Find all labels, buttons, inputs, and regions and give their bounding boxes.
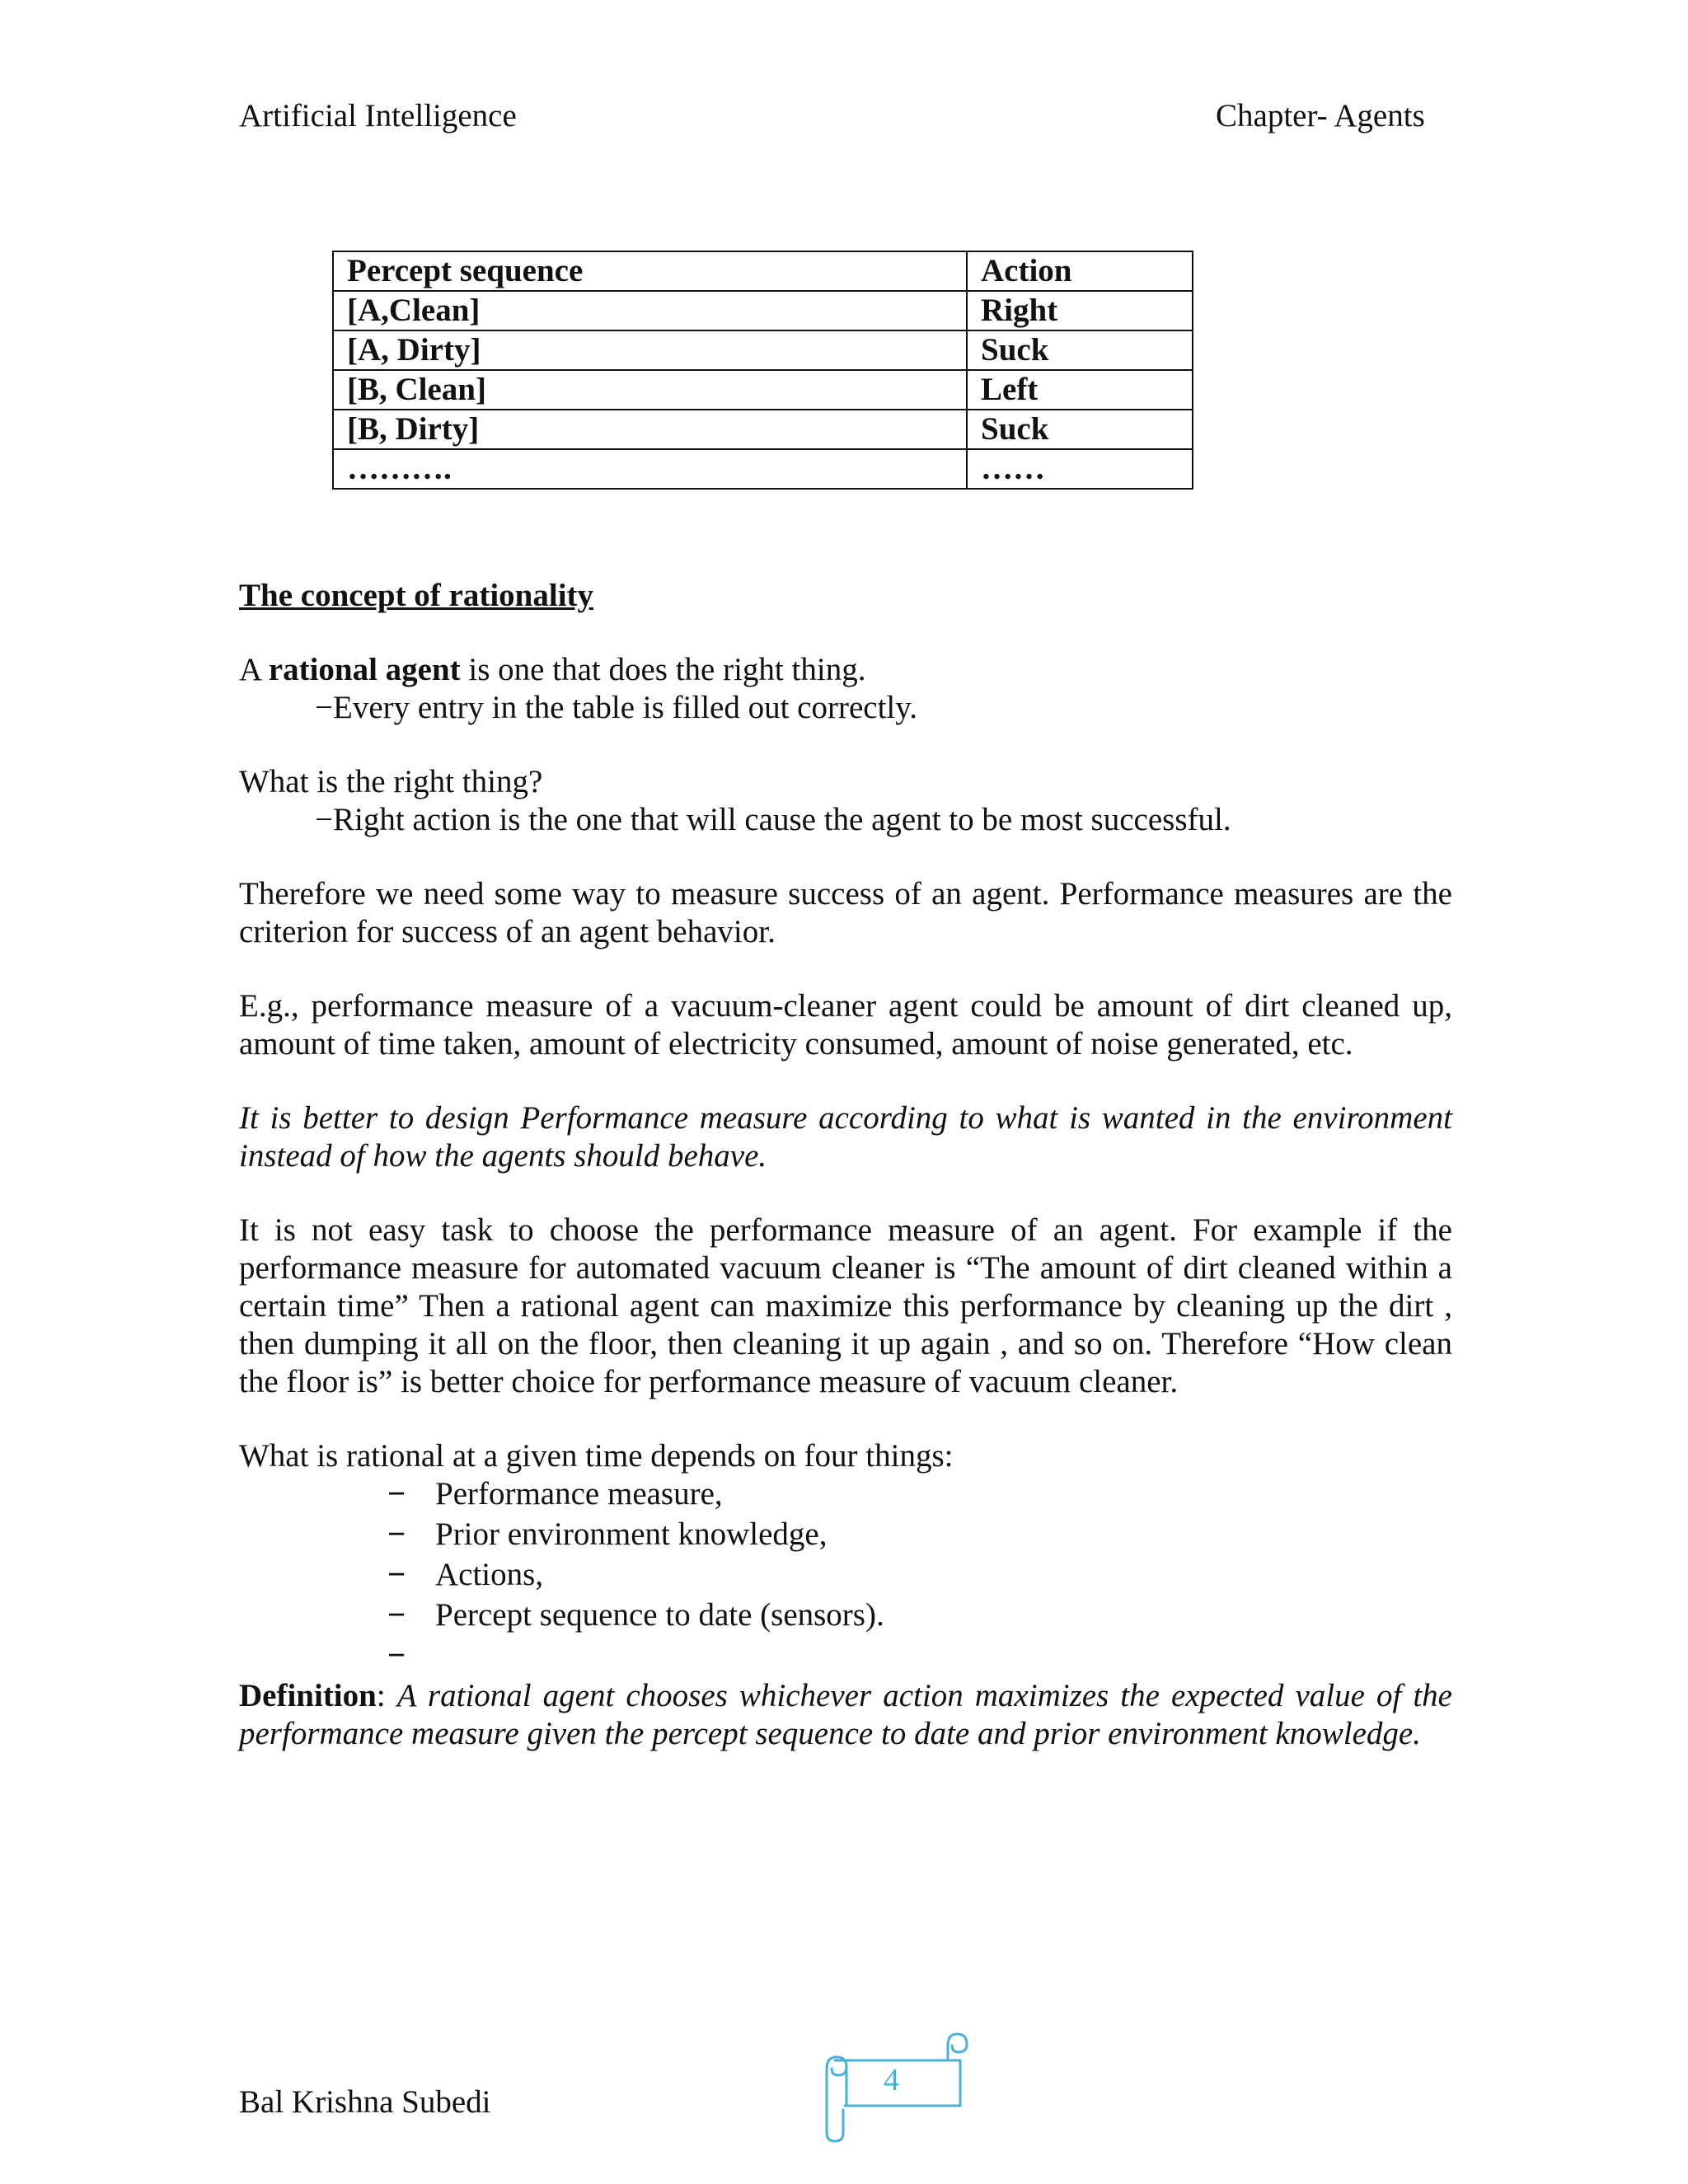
dash-marker: − (387, 1476, 406, 1511)
dash-marker: − (387, 1516, 406, 1552)
table-cell: Right (967, 291, 1193, 330)
list-item-text: Performance measure, (435, 1476, 723, 1511)
column-header-percept: Percept sequence (333, 251, 967, 291)
bold-term: rational agent (268, 652, 461, 687)
table-cell: …… (967, 449, 1193, 489)
table-cell: [B, Clean] (333, 370, 967, 410)
sub-point: −Every entry in the table is filled out correctly. (315, 690, 917, 725)
list-item-text: Percept sequence to date (sensors). (435, 1597, 884, 1633)
example-paragraph: E.g., performance measure of a vacuum-cleaner agent could be amount of dirt cleaned up, amount of time taken, amount of electricity consumed, amount of noise generated, etc. (239, 988, 1452, 1062)
measure-paragraph: Therefore we need some way to measure success of an agent. Performance measures are the criterion for success of an agent behavior. (239, 876, 1452, 949)
definition-label: Definition (239, 1678, 377, 1713)
footer-author: Bal Krishna Subedi (239, 2084, 491, 2120)
dash-marker: − (387, 1557, 406, 1592)
table-cell: Suck (967, 410, 1193, 449)
table-row (333, 370, 1193, 410)
text-run: A (239, 652, 269, 687)
table-header-row (333, 251, 1193, 291)
percept-action-table (332, 251, 1193, 490)
table-cell: [A, Dirty] (333, 330, 967, 370)
list-item (387, 1596, 1452, 1637)
table-cell: Suck (967, 330, 1193, 370)
list-item (387, 1556, 1452, 1596)
text-run: : (376, 1678, 397, 1713)
table-row (333, 410, 1193, 449)
page-number: 4 (884, 2063, 899, 2097)
table-row (333, 291, 1193, 330)
header-chapter: Chapter- Agents (1216, 98, 1425, 134)
table-cell: [B, Dirty] (333, 410, 967, 449)
text-run: is one that does the right thing. (460, 652, 866, 687)
table-cell: Left (967, 370, 1193, 410)
four-things-intro: What is rational at a given time depends on four things: (239, 1438, 954, 1474)
design-note-paragraph: It is better to design Performance measure according to what is wanted in the environment instead of how the agents should behave. (239, 1100, 1452, 1174)
rational-agent-paragraph (239, 651, 1452, 689)
dash-marker: − (387, 1638, 406, 1673)
table-cell: [A,Clean] (333, 291, 967, 330)
table-cell: ………. (333, 449, 967, 489)
definition-text: A rational agent chooses whichever action maximizes the expected value of the performance measure given the percept sequence to date and prior environment knowledge. (239, 1678, 1452, 1751)
difficulty-paragraph: It is not easy task to choose the performance measure of an agent. For example if the performance measure for automated vacuum cleaner is “The amount of dirt cleaned within a certain time” Then a rational agent can maximize this performance by cleaning up the dirt , then dumping it all on the floor, then cleaning it up again , and so on. Therefore “How clean the floor is” is better choice for performance measure of vacuum cleaner. (239, 1212, 1452, 1399)
list-item (387, 1516, 1452, 1556)
list-item (387, 1637, 1452, 1677)
list-item (387, 1475, 1452, 1516)
list-item-text: Actions, (435, 1557, 544, 1592)
list-item-text: Prior environment knowledge, (435, 1516, 828, 1552)
sub-point: −Right action is the one that will cause the agent to be most successful. (315, 802, 1231, 837)
table-row (333, 449, 1193, 489)
section-heading: The concept of rationality (239, 578, 594, 613)
four-things-list (239, 1475, 1452, 1677)
question-paragraph: What is the right thing? (239, 764, 543, 799)
table-row (333, 330, 1193, 370)
dash-marker: − (387, 1597, 406, 1633)
column-header-action: Action (967, 251, 1193, 291)
definition-paragraph (239, 1677, 1452, 1753)
main-content (239, 577, 1452, 1753)
header-title: Artificial Intelligence (239, 98, 517, 134)
